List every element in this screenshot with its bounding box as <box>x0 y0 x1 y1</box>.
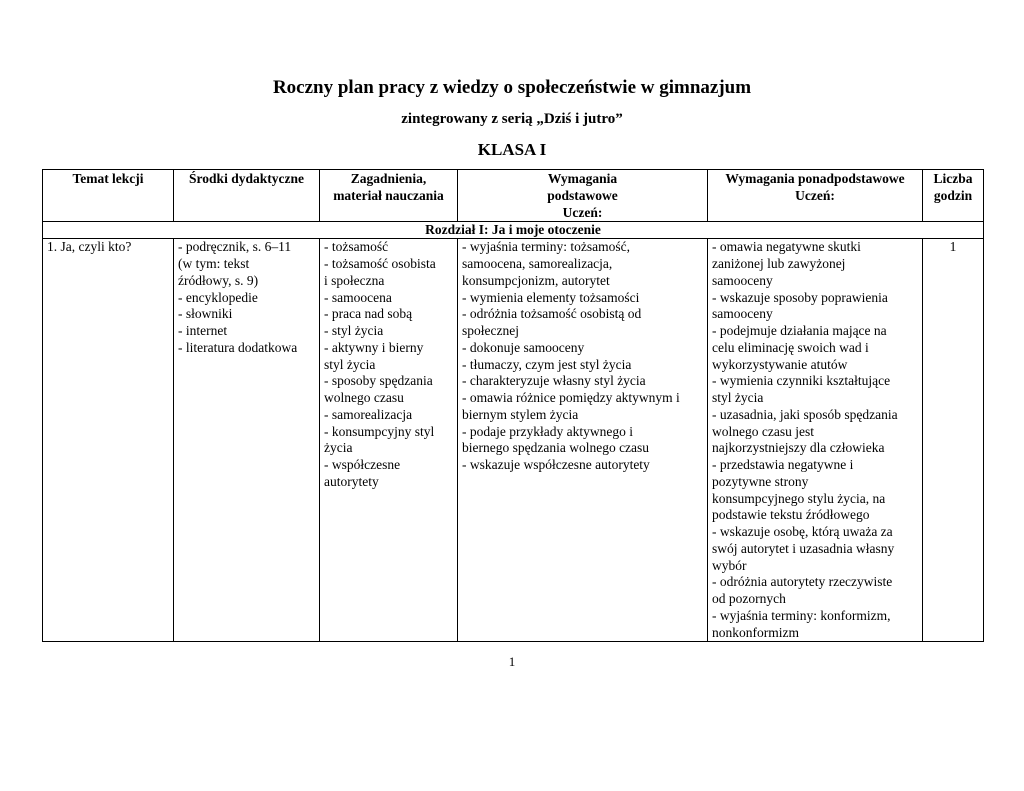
cell-advanced-line: - uzasadnia, jaki sposób spędzania <box>712 406 898 422</box>
header-means-label: Środki dydaktyczne <box>189 171 304 186</box>
cell-issues-line: - współczesne <box>324 457 401 472</box>
document-subtitle: zintegrowany z serią „Dziś i jutro” <box>401 111 623 127</box>
cell-means-line: - podręcznik, s. 6–11 <box>178 239 292 255</box>
header-hours <box>923 170 984 222</box>
document-title: Roczny plan pracy z wiedzy o społeczeństwie w gimnazjum <box>272 77 752 98</box>
cell-issues-line: - konsumpcyjny styl <box>324 423 435 439</box>
cell-advanced-line: celu eliminację swoich wad i <box>712 339 869 355</box>
cell-basic-line: - podaje przykłady aktywnego i <box>462 423 633 439</box>
cell-advanced-line: - podejmuje działania mające na <box>712 323 887 338</box>
cell-means <box>174 239 320 642</box>
header-issues <box>320 170 458 222</box>
cell-basic-line: biernym stylem życia <box>462 406 579 422</box>
cell-advanced-line: - odróżnia autorytety rzeczywiste <box>712 574 893 590</box>
cell-means-line: źródłowy, s. 9) <box>178 272 259 288</box>
header-issues-line: Zagadnienia, <box>350 171 427 186</box>
cell-basic-line: biernego spędzania wolnego czasu <box>462 440 650 456</box>
cell-advanced-line: wolnego czasu jest <box>712 423 814 439</box>
cell-advanced-line: pozytywne strony <box>712 473 809 489</box>
cell-basic-line: - omawia różnice pomiędzy aktywnym i <box>462 390 680 405</box>
cell-basic-line: - dokonuje samooceny <box>462 339 585 355</box>
cell-basic-line: konsumpcjonizm, autorytet <box>462 272 610 288</box>
header-topic-label: Temat lekcji <box>72 171 144 186</box>
cell-issues-line: - praca nad sobą <box>324 306 413 322</box>
cell-hours: 1 <box>923 239 984 642</box>
class-label: KLASA I <box>477 140 547 159</box>
header-basic-line: podstawowe <box>547 187 618 203</box>
cell-advanced-line: - wskazuje sposoby poprawienia <box>712 289 888 305</box>
cell-advanced-line: styl życia <box>712 390 764 405</box>
header-basic <box>458 170 708 222</box>
header-topic <box>43 170 174 222</box>
header-advanced-line: Wymagania ponadpodstawowe <box>725 171 905 186</box>
cell-basic-line: samoocena, samorealizacja, <box>462 256 613 271</box>
cell-basic-line: - tłumaczy, czym jest styl życia <box>462 356 632 372</box>
cell-advanced <box>708 239 923 642</box>
cell-issues-line: wolnego czasu <box>324 390 404 405</box>
section-title: Rozdział I: Ja i moje otoczenie <box>43 222 984 239</box>
cell-issues-line: styl życia <box>324 356 376 372</box>
cell-advanced-line: samooceny <box>712 272 773 288</box>
cell-issues-line: - samorealizacja <box>324 406 413 422</box>
cell-advanced-line: - wymienia czynniki kształtujące <box>712 373 891 389</box>
cell-basic <box>458 239 708 642</box>
cell-advanced-line: wykorzystywanie atutów <box>712 356 848 372</box>
cell-advanced-line: swój autorytet i uzasadnia własny <box>712 540 895 556</box>
cell-advanced-line: - wskazuje osobę, którą uważa za <box>712 524 893 539</box>
cell-issues-line: - tożsamość osobista <box>324 256 436 271</box>
cell-advanced-line: nonkonformizm <box>712 624 799 640</box>
cell-means-line: - internet <box>178 323 228 338</box>
header-means <box>174 170 320 222</box>
cell-advanced-line: najkorzystniejszy dla człowieka <box>712 440 885 456</box>
cell-means-line: - literatura dodatkowa <box>178 339 298 355</box>
page-number: 1 <box>508 654 516 669</box>
header-basic-line: Wymagania <box>547 171 618 186</box>
cell-issues-line: życia <box>324 440 353 456</box>
cell-issues-line: - samoocena <box>324 289 392 305</box>
table-row <box>43 239 984 642</box>
cell-basic-line: - charakteryzuje własny styl życia <box>462 373 646 389</box>
cell-advanced-line: - wyjaśnia terminy: konformizm, <box>712 607 891 623</box>
header-advanced-line: Uczeń: <box>795 187 835 203</box>
cell-basic-line: społecznej <box>462 323 519 338</box>
header-advanced <box>708 170 923 222</box>
cell-means-line: - encyklopedie <box>178 289 258 305</box>
cell-advanced-line: konsumpcyjnego stylu życia, na <box>712 490 886 506</box>
cell-basic-line: - odróżnia tożsamość osobistą od <box>462 306 642 322</box>
cell-advanced-line: zaniżonej lub zawyżonej <box>712 256 846 271</box>
cell-advanced-line: od pozornych <box>712 591 786 606</box>
header-issues-line: materiał nauczania <box>333 187 444 203</box>
section-row <box>43 222 984 239</box>
cell-issues-line: - styl życia <box>324 323 384 338</box>
cell-advanced-line: wybór <box>712 557 747 573</box>
cell-advanced-line: - przedstawia negatywne i <box>712 457 854 472</box>
cell-advanced-line: samooceny <box>712 306 773 322</box>
header-basic-line: Uczeń: <box>562 204 603 220</box>
cell-topic: 1. Ja, czyli kto? <box>43 239 174 642</box>
cell-advanced-line: podstawie tekstu źródłowego <box>712 507 870 523</box>
table-header-row <box>43 170 984 222</box>
cell-issues-line: i społeczna <box>324 272 385 288</box>
cell-issues-line: - aktywny i bierny <box>324 339 424 355</box>
cell-advanced-line: - omawia negatywne skutki <box>712 239 861 255</box>
cell-basic-line: - wyjaśnia terminy: tożsamość, <box>462 239 630 255</box>
cell-means-line: (w tym: tekst <box>178 256 250 271</box>
cell-issues-line: - sposoby spędzania <box>324 373 433 389</box>
cell-basic-line: - wymienia elementy tożsamości <box>462 289 640 305</box>
cell-issues-line: - tożsamość <box>324 239 389 255</box>
header-hours-line: godzin <box>933 187 973 203</box>
cell-means-line: - słowniki <box>178 306 233 322</box>
lesson-plan-table <box>42 169 984 642</box>
cell-basic-line: - wskazuje współczesne autorytety <box>462 457 650 472</box>
header-hours-line: Liczba <box>933 171 973 186</box>
cell-issues-line: autorytety <box>324 473 379 489</box>
cell-issues <box>320 239 458 642</box>
